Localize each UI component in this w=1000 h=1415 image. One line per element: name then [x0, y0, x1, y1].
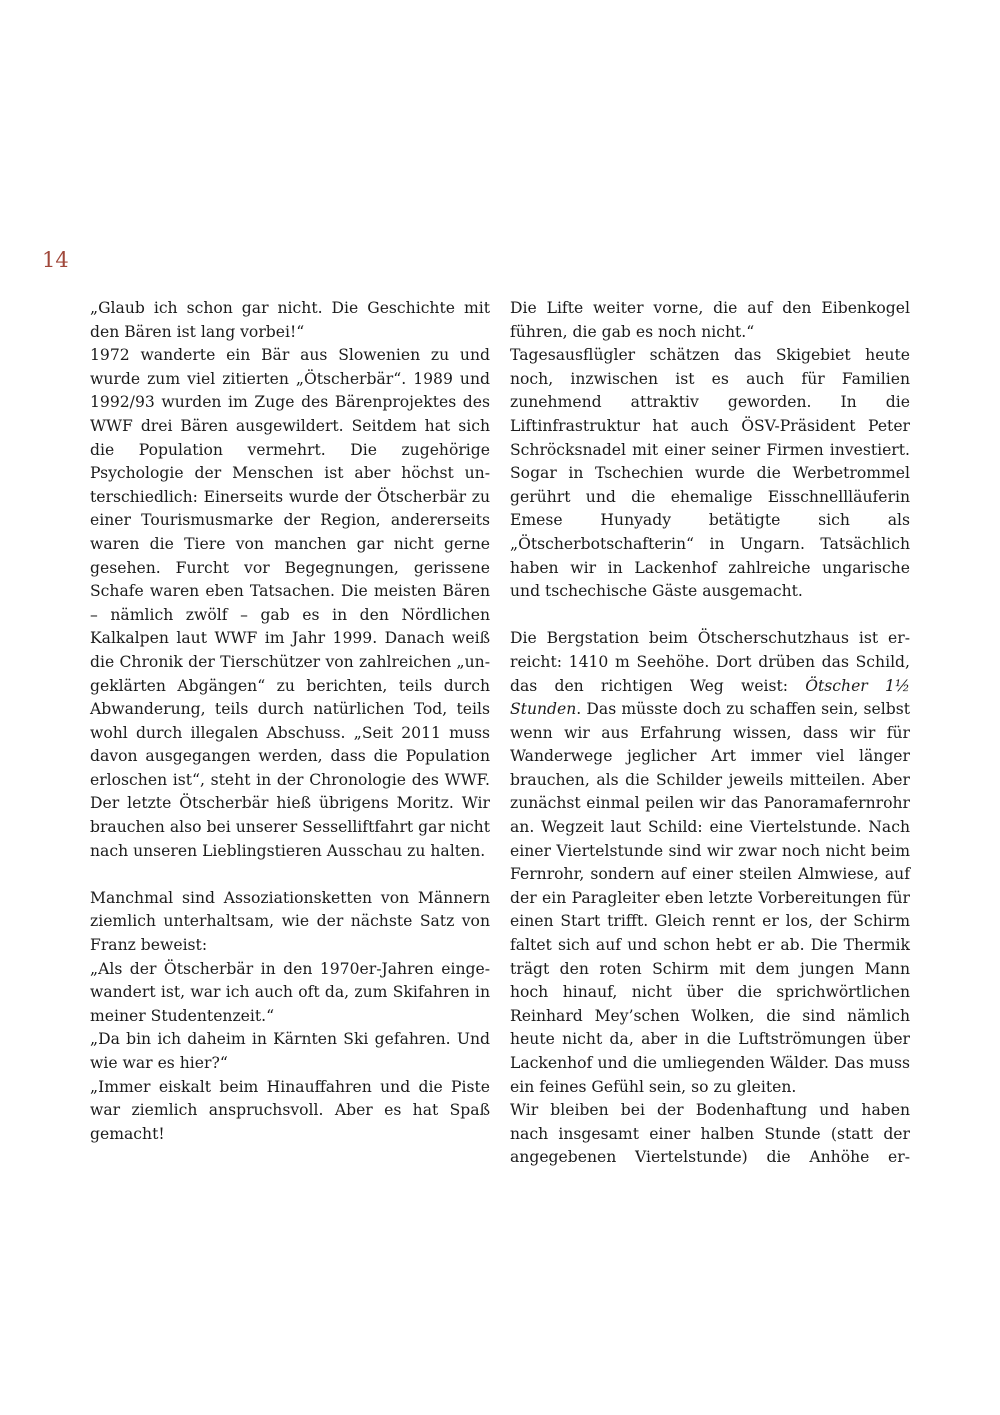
trail-sign-text: Ötscher 1½ Stunden [510, 676, 910, 719]
paragraph-left-2: 1972 wanderte ein Bär aus Slowenien zu und wurde zum viel zitierten „Ötscherbär“. 1989 und 1992/93 wurden im Zuge des Bärenprojektes des WWF drei Bären ausgewildert. Seitdem hat sich die Population vermehrt. Die zugehörige Psychologie der Menschen ist aber höchst unterschiedlich: Einerseits wurde der Ötscherbär zu einer Tourismusmarke der Region, andererseits waren die Tiere von manchen gar nicht gerne gesehen. Furcht vor Begegnungen, gerissene Schafe waren eben Tatsachen. Die meisten Bären – nämlich zwölf – gab es in den Nördlichen Kalkalpen laut WWF im Jahr 1999. Danach weiß die Chronik der Tierschützer von zahlreichen „ungeklärten Abgängen“ zu berichten, teils durch Abwanderung, teils durch natürlichen Tod, teils wohl durch illegalen Abschuss. „Seit 2011 muss davon ausgegangen werden, dass die Population erloschen ist“, steht in der Chronologie des WWF. Der letzte Ötscherbär hieß übrigens Moritz. Wir brauchen also bei unserer Sesselliftfahrt gar nicht nach unseren Lieblingstieren Ausschau zu halten. [90, 346, 490, 860]
paragraph-left-4: „Als der Ötscherbär in den 1970er-Jahren eingewandert ist, war ich auch oft da, zum Skifahren in meiner Studentenzeit.“ [90, 959, 490, 1025]
left-text-column [90, 297, 490, 1146]
paragraph-right-3 [510, 627, 910, 1099]
page-number: 14 [42, 248, 69, 272]
paragraph-right-2: Tagesausflügler schätzen das Skigebiet heute noch, inzwischen ist es auch für Familien zunehmend attraktiv geworden. In die Liftinfrastruktur hat auch ÖSV-Präsident Peter Schröcksnadel mit einer seiner Firmen investiert. Sogar in Tschechien wurde die Werbetrommel gerührt und die ehemalige Eisschnellläuferin Emese Hunyady betätigte sich als „Ötscherbotschafterin“ in Ungarn. Tatsächlich haben wir in Lackenhof zahlreiche ungarische und tschechische Gäste ausgemacht. [510, 346, 910, 601]
paragraph-left-3: Manchmal sind Assoziationsketten von Männern ziemlich unterhaltsam, wie der nächste Satz von Franz beweist: [90, 888, 490, 955]
paragraph-right-3-text-before: Die Bergstation beim Ötscherschutzhaus ist erreicht: 1410 m Seehöhe. Dort drüben das Schild, das den richtigen Weg weist: [510, 629, 910, 695]
paragraph-right-4: Wir bleiben bei der Bodenhaftung und haben nach insgesamt einer halben Stunde (statt der angegebenen Viertelstunde) die Anhöhe er- [510, 1101, 910, 1167]
paragraph-right-1: Die Lifte weiter vorne, die auf den Eibenkogel führen, die gab es noch nicht.“ [510, 299, 910, 341]
paragraph-left-5: „Da bin ich daheim in Kärnten Ski gefahren. Und wie war es hier?“ [90, 1030, 490, 1072]
paragraph-left-6: „Immer eiskalt beim Hinauffahren und die Piste war ziemlich anspruchsvoll. Aber es hat Spaß gemacht! [90, 1077, 490, 1143]
paragraph-left-1: „Glaub ich schon gar nicht. Die Geschichte mit den Bären ist lang vorbei!“ [90, 299, 490, 341]
paragraph-right-3-text-after: . Das müsste doch zu schaffen sein, selbst wenn wir aus Erfahrung wissen, dass wir für Wanderwege jeglicher Art immer viel länger brauchen, als die Schilder jeweils mitteilen. Aber zunächst einmal peilen wir das Panoramafernrohr an. Wegzeit laut Schild: eine Viertelstunde. Nach einer Viertelstunde sind wir zwar noch nicht beim Fernrohr, sondern auf einer steilen Almwiese, auf der ein Paragleiter eben letzte Vorbereitungen für einen Start trifft. Gleich rennt er los, der Schirm faltet sich auf und schon hebt er ab. Die Thermik trägt den roten Schirm mit dem jungen Mann hoch hinauf, nicht über die sprichwörtlichen Reinhard Mey’schen Wolken, die sind nämlich heute nicht da, aber in die Luftströmungen über Lackenhof und die umliegenden Wälder. Das muss ein feines Gefühl sein, so zu gleiten. [510, 700, 910, 1096]
right-text-column [510, 297, 910, 1170]
